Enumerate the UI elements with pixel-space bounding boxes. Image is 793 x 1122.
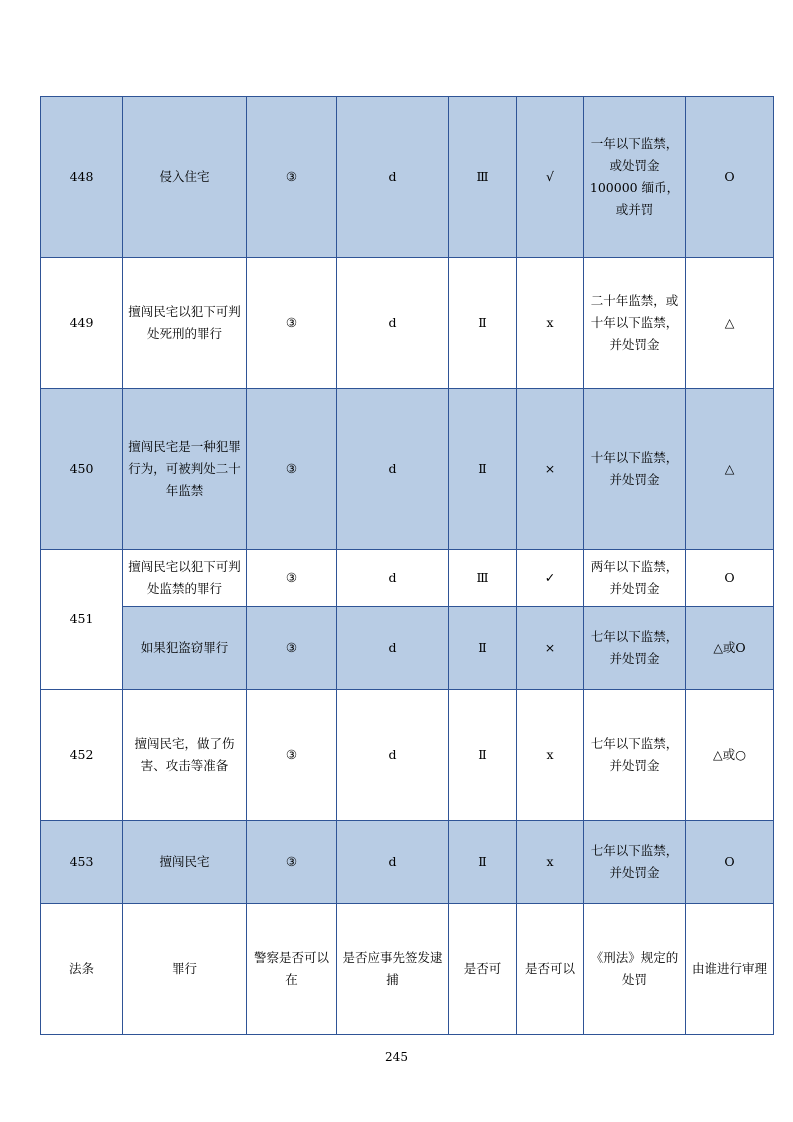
table-row [41,258,774,389]
cell-warrant-required: d [337,550,449,607]
cell-bailable: Ⅱ [449,606,517,689]
cell-offence: 侵入住宅 [123,97,247,258]
cell-warrant-required: d [337,97,449,258]
header-compoundable: 是否可以 [517,903,584,1034]
cell-punishment: 十年以下监禁，并处罚金 [584,389,686,550]
cell-bailable: Ⅱ [449,820,517,903]
cell-article: 453 [41,820,123,903]
cell-court: △或O [686,606,774,689]
cell-offence: 擅闯民宅 [123,820,247,903]
header-punishment: 《刑法》规定的处罚 [584,903,686,1034]
cell-police-arrest: ③ [247,550,337,607]
table-row [41,606,774,689]
cell-police-arrest: ③ [247,97,337,258]
cell-bailable: Ⅲ [449,550,517,607]
table-row [41,689,774,820]
table-row [41,550,774,607]
cell-compoundable: x [517,689,584,820]
cell-article: 448 [41,97,123,258]
cell-compoundable: √ [517,97,584,258]
header-police-arrest: 警察是否可以在 [247,903,337,1034]
cell-bailable: Ⅲ [449,97,517,258]
header-court: 由谁进行审理 [686,903,774,1034]
cell-court: △ [686,389,774,550]
cell-court: O [686,97,774,258]
table-row [41,820,774,903]
cell-bailable: Ⅱ [449,389,517,550]
header-article: 法条 [41,903,123,1034]
cell-police-arrest: ③ [247,820,337,903]
cell-warrant-required: d [337,606,449,689]
criminal-law-table [40,96,774,1035]
cell-punishment: 七年以下监禁，并处罚金 [584,820,686,903]
cell-offence: 擅闯民宅以犯下可判处死刑的罪行 [123,258,247,389]
cell-article: 449 [41,258,123,389]
cell-warrant-required: d [337,389,449,550]
table-row [41,389,774,550]
cell-compoundable: ✓ [517,550,584,607]
cell-offence: 擅闯民宅是一种犯罪行为，可被判处二十年监禁 [123,389,247,550]
cell-warrant-required: d [337,689,449,820]
cell-court: △或○ [686,689,774,820]
cell-court: O [686,550,774,607]
cell-court: △ [686,258,774,389]
cell-compoundable: x [517,258,584,389]
cell-punishment: 两年以下监禁，并处罚金 [584,550,686,607]
cell-compoundable: x [517,820,584,903]
cell-article: 452 [41,689,123,820]
page-number: 245 [385,1050,408,1064]
cell-police-arrest: ③ [247,689,337,820]
cell-punishment: 一年以下监禁，或处罚金100000 缅币，或并罚 [584,97,686,258]
cell-bailable: Ⅱ [449,258,517,389]
table-row [41,97,774,258]
cell-police-arrest: ③ [247,389,337,550]
cell-bailable: Ⅱ [449,689,517,820]
cell-court: O [686,820,774,903]
cell-police-arrest: ③ [247,606,337,689]
header-bailable: 是否可 [449,903,517,1034]
cell-compoundable: × [517,606,584,689]
cell-offence: 如果犯盗窃罪行 [123,606,247,689]
cell-offence: 擅闯民宅，做了伤害、攻击等准备 [123,689,247,820]
cell-punishment: 七年以下监禁，并处罚金 [584,606,686,689]
header-offence: 罪行 [123,903,247,1034]
header-warrant-required: 是否应事先签发逮捕 [337,903,449,1034]
cell-warrant-required: d [337,820,449,903]
cell-compoundable: × [517,389,584,550]
cell-police-arrest: ③ [247,258,337,389]
cell-article: 451 [41,550,123,690]
cell-offence: 擅闯民宅以犯下可判处监禁的罪行 [123,550,247,607]
cell-punishment: 二十年监禁，或十年以下监禁，并处罚金 [584,258,686,389]
cell-warrant-required: d [337,258,449,389]
cell-punishment: 七年以下监禁，并处罚金 [584,689,686,820]
cell-article: 450 [41,389,123,550]
table-header-row [41,903,774,1034]
